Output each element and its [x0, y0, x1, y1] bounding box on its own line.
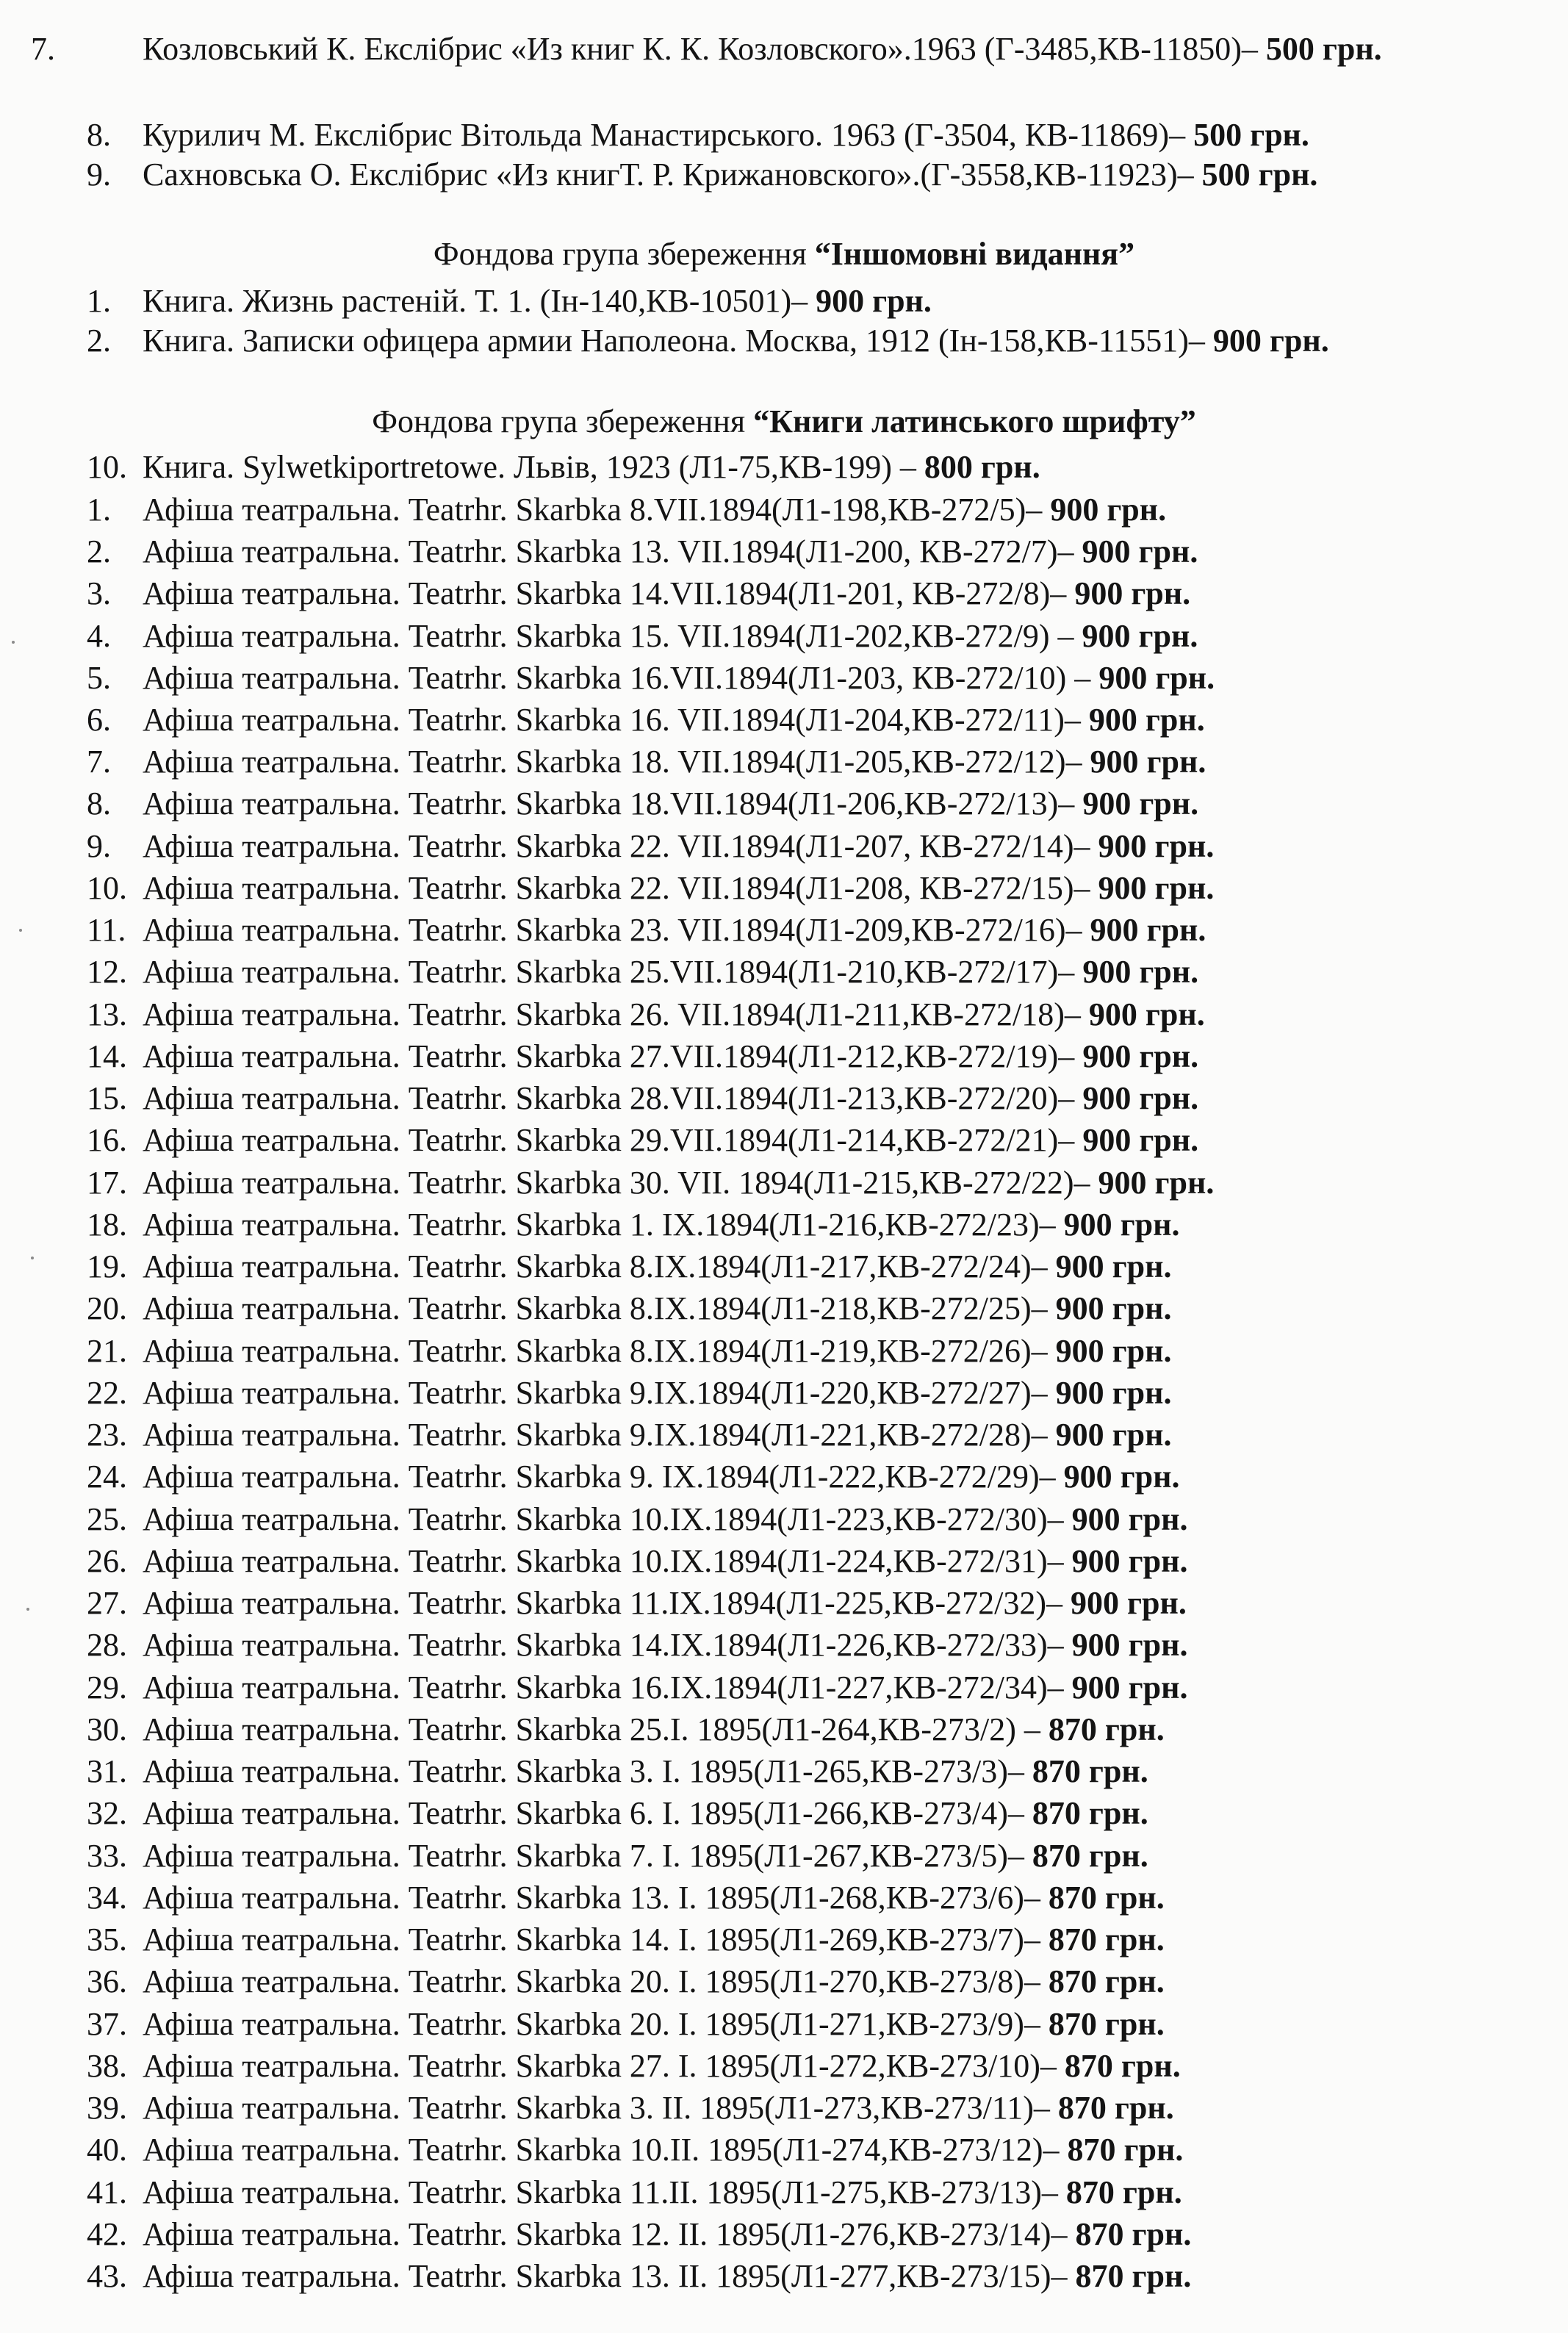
item-text: Афіша театральна. Teatrhr. Skarbka 14.VII.1894(Л1-201, КВ-272/8)–	[143, 575, 1075, 611]
item-number: 12.	[87, 954, 127, 990]
list-item	[87, 322, 1564, 360]
list-item	[87, 1500, 1564, 1539]
item-price: 900 грн.	[1088, 996, 1205, 1032]
item-text: Козловський К. Екслібрис «Из книг К. К. Козловского».1963 (Г-3485,КВ-11850)–	[143, 31, 1266, 67]
item-text: Афіша театральна. Teatrhr. Skarbka 1. IX.1894(Л1-216,КВ-272/23)–	[143, 1207, 1064, 1243]
item-text: Афіша театральна. Teatrhr. Skarbka 25.VII.1894(Л1-210,КВ-272/17)–	[143, 954, 1083, 990]
heading-prefix: Фондова група збереження	[372, 403, 754, 439]
list-item	[87, 575, 1564, 613]
item-text: Афіша театральна. Teatrhr. Skarbka 18. VII.1894(Л1-205,КВ-272/12)–	[143, 744, 1090, 780]
item-number: 8.	[87, 117, 111, 153]
item-number: 2.	[87, 323, 111, 359]
item-text: Афіша театральна. Teatrhr. Skarbka 14. I. 1895(Л1-269,КВ-273/7)–	[143, 1922, 1049, 1958]
item-number: 4.	[87, 618, 111, 654]
item-price: 900 грн.	[1082, 618, 1198, 654]
item-price: 870 грн.	[1048, 1711, 1165, 1747]
item-price: 870 грн.	[1048, 2006, 1165, 2042]
item-price: 900 грн.	[1071, 1627, 1188, 1663]
list-item	[87, 2131, 1564, 2169]
item-number: 38.	[87, 2048, 127, 2084]
item-text: Афіша театральна. Teatrhr. Skarbka 10.II. 1895(Л1-274,КВ-273/12)–	[143, 2132, 1068, 2168]
item-number: 2.	[87, 533, 111, 569]
item-price: 900 грн.	[1082, 533, 1198, 569]
list-item	[87, 1879, 1564, 1917]
list-item	[87, 2174, 1564, 2212]
item-number: 20.	[87, 1290, 127, 1326]
item-price: 900 грн.	[1055, 1248, 1172, 1284]
list-item	[87, 1963, 1564, 2001]
list-item	[87, 1416, 1564, 1454]
item-price: 900 грн.	[1071, 1669, 1188, 1705]
item-text: Афіша театральна. Teatrhr. Skarbka 13. I. 1895(Л1-268,КВ-273/6)–	[143, 1880, 1049, 1916]
list-item	[87, 2089, 1564, 2127]
item-price: 900 грн.	[1098, 1165, 1215, 1201]
item-price: 900 грн.	[1082, 1080, 1199, 1116]
item-text: Афіша театральна. Teatrhr. Skarbka 23. VII.1894(Л1-209,КВ-272/16)–	[143, 912, 1090, 948]
item-price: 900 грн.	[1090, 744, 1206, 780]
item-number: 31.	[87, 1753, 127, 1789]
list-item	[87, 116, 1564, 154]
item-number: 5.	[87, 660, 111, 696]
item-number: 43.	[87, 2258, 127, 2294]
item-number: 8.	[87, 786, 111, 822]
heading-name: “Іншомовні видання”	[814, 236, 1135, 272]
list-item	[87, 2005, 1564, 2043]
item-number: 21.	[87, 1333, 127, 1369]
item-text: Афіша театральна. Teatrhr. Skarbka 3. I. 1895(Л1-265,КВ-273/3)–	[143, 1753, 1032, 1789]
item-number: 1.	[87, 283, 111, 319]
item-price: 900 грн.	[1050, 492, 1167, 528]
list-item	[87, 1584, 1564, 1622]
item-price: 900 грн.	[1071, 1543, 1188, 1579]
list-item	[87, 1290, 1564, 1328]
item-text: Афіша театральна. Teatrhr. Skarbka 14.IX.1894(Л1-226,КВ-272/33)–	[143, 1627, 1072, 1663]
item-price: 900 грн.	[1082, 1122, 1199, 1158]
item-number: 40.	[87, 2132, 127, 2168]
item-text: Афіша театральна. Teatrhr. Skarbka 12. II. 1895(Л1-276,КВ-273/14)–	[143, 2216, 1076, 2252]
item-price: 900 грн.	[1098, 828, 1215, 864]
list-item	[87, 1837, 1564, 1875]
item-text: Афіша театральна. Teatrhr. Skarbka 16.VII.1894(Л1-203, КВ-272/10) –	[143, 660, 1099, 696]
item-text: Афіша театральна. Teatrhr. Skarbka 8.IX.1894(Л1-217,КВ-272/24)–	[143, 1248, 1056, 1284]
item-text: Афіша театральна. Teatrhr. Skarbka 10.IX.1894(Л1-223,КВ-272/30)–	[143, 1501, 1072, 1537]
list-item	[87, 1753, 1564, 1791]
item-number: 27.	[87, 1585, 127, 1621]
item-price: 900 грн.	[1090, 912, 1206, 948]
item-text: Афіша театральна. Teatrhr. Skarbka 18.VII.1894(Л1-206,КВ-272/13)–	[143, 786, 1083, 822]
item-text: Афіша театральна. Teatrhr. Skarbka 15. VII.1894(Л1-202,КВ-272/9) –	[143, 618, 1082, 654]
item-number: 26.	[87, 1543, 127, 1579]
section-heading-foreign	[0, 235, 1568, 273]
item-text: Афіша театральна. Teatrhr. Skarbka 22. VII.1894(Л1-208, КВ-272/15)–	[143, 870, 1098, 906]
item-number: 10.	[87, 449, 127, 485]
item-price: 870 грн.	[1057, 2090, 1174, 2126]
item-price: 900 грн.	[1063, 1459, 1180, 1495]
item-number: 9.	[87, 157, 111, 193]
item-price: 900 грн.	[1088, 702, 1205, 738]
item-price: 500 грн.	[1265, 31, 1382, 67]
item-price: 800 грн.	[924, 449, 1040, 485]
list-item	[87, 1206, 1564, 1244]
item-text: Афіша театральна. Teatrhr. Skarbka 28.VII.1894(Л1-213,КВ-272/20)–	[143, 1080, 1083, 1116]
item-price: 870 грн.	[1048, 1922, 1165, 1958]
list-item	[87, 659, 1564, 697]
item-number: 3.	[87, 575, 111, 611]
item-number: 1.	[87, 492, 111, 528]
item-price: 900 грн.	[1055, 1333, 1172, 1369]
item-price: 900 грн.	[1082, 1038, 1199, 1074]
item-price: 870 грн.	[1048, 1963, 1165, 1999]
item-text: Афіша театральна. Teatrhr. Skarbka 20. I. 1895(Л1-271,КВ-273/9)–	[143, 2006, 1049, 2042]
heading-name: “Книги латинського шрифту”	[753, 403, 1196, 439]
item-number: 37.	[87, 2006, 127, 2042]
list-item	[87, 491, 1564, 529]
list-item	[87, 785, 1564, 823]
item-text: Афіша театральна. Teatrhr. Skarbka 30. VII. 1894(Л1-215,КВ-272/22)–	[143, 1165, 1098, 1201]
item-text: Афіша театральна. Teatrhr. Skarbka 13. II. 1895(Л1-277,КВ-273/15)–	[143, 2258, 1076, 2294]
item-text: Афіша театральна. Teatrhr. Skarbka 25.I. 1895(Л1-264,КВ-273/2) –	[143, 1711, 1049, 1747]
list-item	[87, 1669, 1564, 1707]
list-item	[87, 701, 1564, 739]
list-item	[87, 996, 1564, 1034]
list-item	[87, 1711, 1564, 1749]
item-number: 7.	[31, 31, 55, 67]
item-price: 900 грн.	[1082, 786, 1199, 822]
item-text: Афіша театральна. Teatrhr. Skarbka 10.IX.1894(Л1-224,КВ-272/31)–	[143, 1543, 1072, 1579]
item-text: Сахновська О. Екслібрис «Из книгТ. Р. Крижановского».(Г-3558,КВ-11923)–	[143, 157, 1202, 193]
item-number: 30.	[87, 1711, 127, 1747]
item-number: 33.	[87, 1838, 127, 1874]
list-item	[87, 869, 1564, 907]
item-number: 34.	[87, 1880, 127, 1916]
item-text: Афіша театральна. Teatrhr. Skarbka 27.VII.1894(Л1-212,КВ-272/19)–	[143, 1038, 1083, 1074]
item-number: 19.	[87, 1248, 127, 1284]
list-item	[87, 2215, 1564, 2254]
item-text: Афіша театральна. Teatrhr. Skarbka 27. I. 1895(Л1-272,КВ-273/10)–	[143, 2048, 1065, 2084]
item-text: Афіша театральна. Teatrhr. Skarbka 3. II. 1895(Л1-273,КВ-273/11)–	[143, 2090, 1058, 2126]
list-item	[87, 1626, 1564, 1664]
item-price: 900 грн.	[1071, 1585, 1187, 1621]
scan-speck	[19, 929, 22, 932]
item-number: 13.	[87, 996, 127, 1032]
item-price: 870 грн.	[1065, 2174, 1182, 2210]
list-item	[87, 953, 1564, 991]
list-item	[87, 1921, 1564, 1959]
list-item	[87, 1332, 1564, 1370]
item-text: Афіша театральна. Teatrhr. Skarbka 22. VII.1894(Л1-207, КВ-272/14)–	[143, 828, 1098, 864]
list-item	[87, 1374, 1564, 1412]
item-price: 900 грн.	[1074, 575, 1191, 611]
list-item	[87, 617, 1564, 655]
list-item	[87, 1794, 1564, 1833]
list-item	[87, 1542, 1564, 1581]
item-number: 10.	[87, 870, 127, 906]
item-text: Афіша театральна. Teatrhr. Skarbka 7. I. 1895(Л1-267,КВ-273/5)–	[143, 1838, 1032, 1874]
item-text: Афіша театральна. Teatrhr. Skarbka 13. VII.1894(Л1-200, КВ-272/7)–	[143, 533, 1082, 569]
item-price: 900 грн.	[1212, 323, 1329, 359]
item-number: 32.	[87, 1795, 127, 1831]
item-text: Афіша театральна. Teatrhr. Skarbka 11.II. 1895(Л1-275,КВ-273/13)–	[143, 2174, 1066, 2210]
item-text: Афіша театральна. Teatrhr. Skarbka 9. IX.1894(Л1-222,КВ-272/29)–	[143, 1459, 1064, 1495]
item-number: 23.	[87, 1417, 127, 1453]
item-price: 900 грн.	[1071, 1501, 1188, 1537]
item-text: Курилич М. Екслібрис Вітольда Манастирського. 1963 (Г-3504, КВ-11869)–	[143, 117, 1194, 153]
heading-prefix: Фондова група збереження	[433, 236, 815, 272]
item-number: 18.	[87, 1207, 127, 1243]
item-number: 16.	[87, 1122, 127, 1158]
item-price: 500 грн.	[1201, 157, 1318, 193]
item-text: Книга. Жизнь растеній. Т. 1. (Ін-140,КВ-10501)–	[143, 283, 816, 319]
item-price: 900 грн.	[1055, 1417, 1172, 1453]
item-price: 900 грн.	[1098, 870, 1215, 906]
item-text: Афіша театральна. Teatrhr. Skarbka 8.VII.1894(Л1-198,КВ-272/5)–	[143, 492, 1051, 528]
item-number: 25.	[87, 1501, 127, 1537]
item-text: Книга. Записки офицера армии Наполеона. Москва, 1912 (Ін-158,КВ-11551)–	[143, 323, 1213, 359]
item-text: Афіша театральна. Teatrhr. Skarbka 8.IX.1894(Л1-218,КВ-272/25)–	[143, 1290, 1056, 1326]
item-number: 35.	[87, 1922, 127, 1958]
list-item	[87, 448, 1564, 486]
item-price: 870 грн.	[1032, 1753, 1148, 1789]
item-number: 29.	[87, 1669, 127, 1705]
scan-speck	[12, 641, 15, 644]
item-number: 15.	[87, 1080, 127, 1116]
list-item	[87, 827, 1564, 866]
list-item	[87, 1121, 1564, 1160]
item-text: Афіша театральна. Teatrhr. Skarbka 8.IX.1894(Л1-219,КВ-272/26)–	[143, 1333, 1056, 1369]
item-price: 900 грн.	[1055, 1375, 1172, 1411]
item-price: 900 грн.	[1063, 1207, 1180, 1243]
item-number: 28.	[87, 1627, 127, 1663]
item-text: Книга. Sylwetkiportretowe. Львів, 1923 (Л1-75,КВ-199) –	[143, 449, 924, 485]
item-price: 870 грн.	[1032, 1795, 1148, 1831]
item-number: 11.	[87, 912, 126, 948]
item-number: 9.	[87, 828, 111, 864]
item-text: Афіша театральна. Teatrhr. Skarbka 26. VII.1894(Л1-211,КВ-272/18)–	[143, 996, 1089, 1032]
item-price: 870 грн.	[1032, 1838, 1148, 1874]
item-number: 22.	[87, 1375, 127, 1411]
item-price: 900 грн.	[816, 283, 932, 319]
item-price: 870 грн.	[1048, 1880, 1165, 1916]
item-price: 900 грн.	[1098, 660, 1215, 696]
item-number: 39.	[87, 2090, 127, 2126]
list-item	[87, 156, 1564, 194]
item-number: 36.	[87, 1963, 127, 1999]
list-item	[87, 282, 1564, 320]
list-item	[87, 1248, 1564, 1286]
item-number: 24.	[87, 1459, 127, 1495]
list-item	[31, 26, 1564, 72]
section-heading-latin	[0, 403, 1568, 441]
list-item	[87, 533, 1564, 571]
item-text: Афіша театральна. Teatrhr. Skarbka 9.IX.1894(Л1-220,КВ-272/27)–	[143, 1375, 1056, 1411]
item-price: 900 грн.	[1055, 1290, 1172, 1326]
list-item	[87, 2047, 1564, 2085]
item-price: 900 грн.	[1082, 954, 1199, 990]
list-item	[87, 1038, 1564, 1076]
item-text: Афіша театральна. Teatrhr. Skarbka 16.IX.1894(Л1-227,КВ-272/34)–	[143, 1669, 1072, 1705]
item-number: 41.	[87, 2174, 127, 2210]
item-price: 870 грн.	[1067, 2132, 1184, 2168]
item-text: Афіша театральна. Teatrhr. Skarbka 29.VII.1894(Л1-214,КВ-272/21)–	[143, 1122, 1083, 1158]
list-item	[87, 1079, 1564, 1118]
item-price: 870 грн.	[1075, 2216, 1192, 2252]
scan-speck	[26, 1608, 29, 1611]
list-item	[87, 743, 1564, 781]
list-item	[87, 1164, 1564, 1202]
item-number: 17.	[87, 1165, 127, 1201]
item-number: 42.	[87, 2216, 127, 2252]
scan-speck	[31, 1257, 34, 1259]
item-text: Афіша театральна. Teatrhr. Skarbka 20. I. 1895(Л1-270,КВ-273/8)–	[143, 1963, 1049, 1999]
item-text: Афіша театральна. Teatrhr. Skarbka 16. VII.1894(Л1-204,КВ-272/11)–	[143, 702, 1089, 738]
item-price: 870 грн.	[1064, 2048, 1181, 2084]
item-price: 500 грн.	[1193, 117, 1309, 153]
list-item	[87, 911, 1564, 949]
item-price: 870 грн.	[1075, 2258, 1192, 2294]
list-item	[87, 2257, 1564, 2296]
item-text: Афіша театральна. Teatrhr. Skarbka 9.IX.1894(Л1-221,КВ-272/28)–	[143, 1417, 1056, 1453]
item-number: 6.	[87, 702, 111, 738]
item-text: Афіша театральна. Teatrhr. Skarbka 6. I. 1895(Л1-266,КВ-273/4)–	[143, 1795, 1032, 1831]
item-number: 7.	[87, 744, 111, 780]
item-number: 14.	[87, 1038, 127, 1074]
list-item	[87, 1458, 1564, 1496]
item-text: Афіша театральна. Teatrhr. Skarbka 11.IX.1894(Л1-225,КВ-272/32)–	[143, 1585, 1071, 1621]
